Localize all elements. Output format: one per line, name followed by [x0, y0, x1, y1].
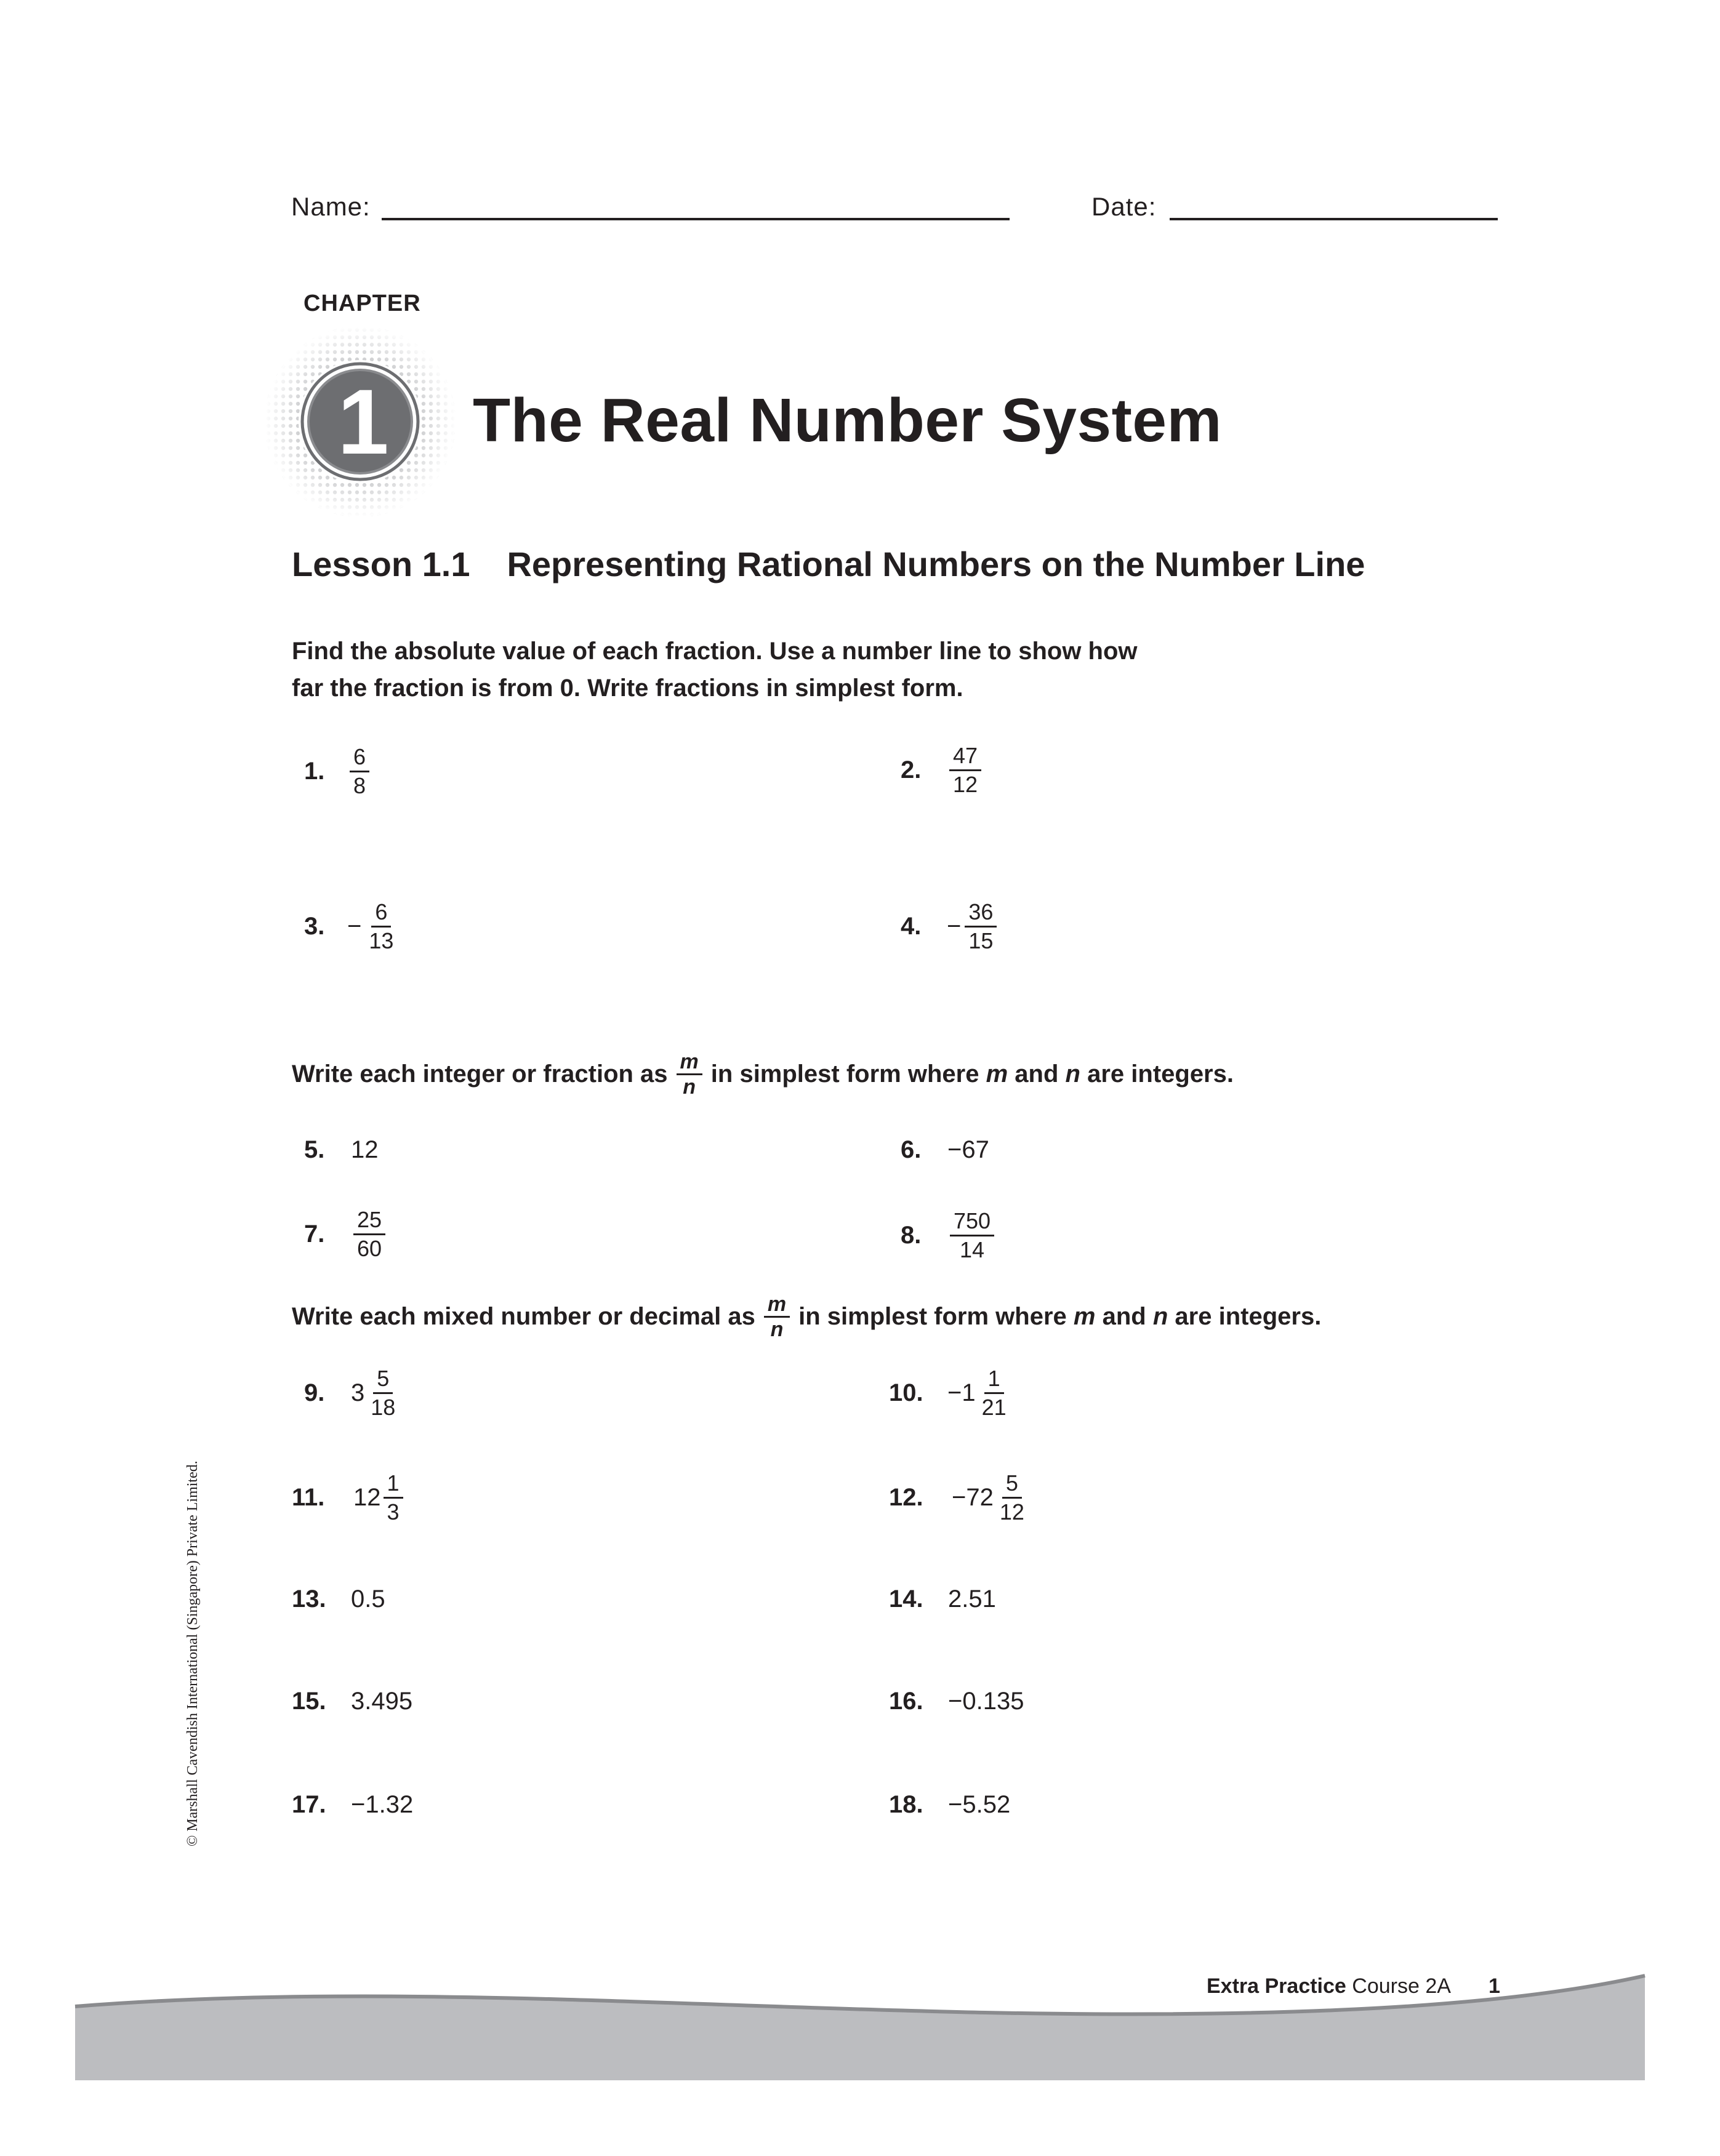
problem-number: 11.	[292, 1483, 325, 1511]
section1-instructions	[292, 633, 1138, 707]
fraction: $\frac{6}{13}$	[369, 899, 394, 953]
problem-value: 12	[351, 1136, 379, 1163]
problem-value: 0.5	[351, 1585, 385, 1613]
fraction: $\frac{47}{12}$	[949, 742, 981, 798]
problem-1	[304, 737, 372, 805]
problem-16	[889, 1683, 1024, 1720]
page-number: 1	[1489, 1974, 1500, 1998]
name-label: Name:	[291, 192, 371, 221]
problem-5	[304, 1131, 379, 1168]
name-field[interactable]	[382, 218, 1010, 220]
fraction: $\frac{36}{15}$	[965, 899, 997, 955]
problem-number: 10.	[889, 1379, 923, 1406]
problem-13	[292, 1581, 385, 1617]
problem-number: 15.	[292, 1687, 326, 1715]
problem-9: 9. 3 $\frac{5}{18}$	[304, 1359, 401, 1427]
problem-number: 12.	[889, 1483, 923, 1511]
problem-value: −0.135	[948, 1687, 1024, 1715]
problem-number: 16.	[889, 1687, 923, 1715]
fraction: $\frac{1}{3}$	[384, 1470, 403, 1526]
problem-number: 5.	[304, 1136, 325, 1163]
problem-15	[292, 1683, 412, 1720]
problem-number: 3.	[304, 912, 325, 940]
problem-value: 2.51	[948, 1585, 996, 1613]
problem-4: 4. − $\frac{36}{15}$	[901, 892, 999, 960]
footer-book-title: Extra Practice Course 2A	[1207, 1974, 1451, 1998]
fraction: $\frac{25}{60}$	[353, 1206, 385, 1262]
chapter-title: The Real Number System	[473, 386, 1222, 455]
problem-number: 1.	[304, 757, 325, 785]
fraction: $\frac{750}{14}$	[950, 1208, 994, 1264]
problem-number: 17.	[292, 1790, 326, 1818]
problem-2	[901, 736, 984, 804]
date-field[interactable]	[1170, 218, 1498, 220]
problem-14	[889, 1581, 996, 1617]
problem-number: 4.	[901, 912, 922, 940]
instruction-line: far the fraction is from 0. Write fractions in simplest form.	[292, 675, 963, 702]
problem-value: 3.495	[351, 1687, 413, 1715]
section3-instructions: Write each mixed number or decimal as $\frac{m}{n}$ in simplest form where m and n are integers.	[292, 1292, 1322, 1341]
fraction: $\frac{1}{21}$	[981, 1365, 1007, 1420]
fraction: $\frac{6}{8}$	[350, 743, 369, 799]
problem-8	[901, 1201, 997, 1269]
problem-7	[304, 1200, 388, 1268]
problem-number: 13.	[292, 1585, 326, 1613]
fraction: $\frac{5}{18}$	[371, 1365, 396, 1420]
date-label: Date:	[1091, 192, 1157, 221]
problem-number: 8.	[901, 1221, 922, 1249]
lesson-heading	[292, 544, 1365, 584]
problem-value: −67	[947, 1136, 989, 1163]
problem-17	[292, 1786, 413, 1823]
problem-number: 9.	[304, 1379, 325, 1406]
instruction-line: Find the absolute value of each fraction. Use a number line to show how	[292, 638, 1138, 665]
section2-instructions: Write each integer or fraction as $\frac{m}{n}$ in simplest form where m and n are integers.	[292, 1049, 1234, 1099]
problem-number: 18.	[889, 1790, 923, 1818]
fraction: $\frac{5}{12}$	[999, 1470, 1024, 1525]
copyright-notice: © Marshall Cavendish International (Singapore) Private Limited.	[185, 1461, 201, 1846]
problem-10: 10. −1 $\frac{1}{21}$	[889, 1359, 1013, 1427]
problem-11: 11. 12 $\frac{1}{3}$	[292, 1464, 406, 1531]
problem-18	[889, 1786, 1010, 1823]
problem-number: 2.	[901, 756, 922, 783]
lesson-title: Representing Rational Numbers on the Number Line	[507, 545, 1365, 583]
problem-value: −1.32	[351, 1790, 414, 1818]
chapter-label: CHAPTER	[303, 291, 421, 316]
problem-3: 3. − $\frac{6}{13}$	[304, 892, 400, 960]
footer-swoosh	[0, 1957, 1720, 2156]
lesson-number: Lesson 1.1	[292, 545, 470, 583]
problem-number: 7.	[304, 1220, 325, 1248]
problem-6	[901, 1131, 989, 1168]
problem-12: 12. −72 $\frac{5}{12}$	[889, 1464, 1031, 1531]
problem-number: 6.	[901, 1136, 922, 1163]
chapter-number: 1	[337, 370, 389, 473]
problem-number: 14.	[889, 1585, 923, 1613]
problem-value: −5.52	[948, 1790, 1011, 1818]
